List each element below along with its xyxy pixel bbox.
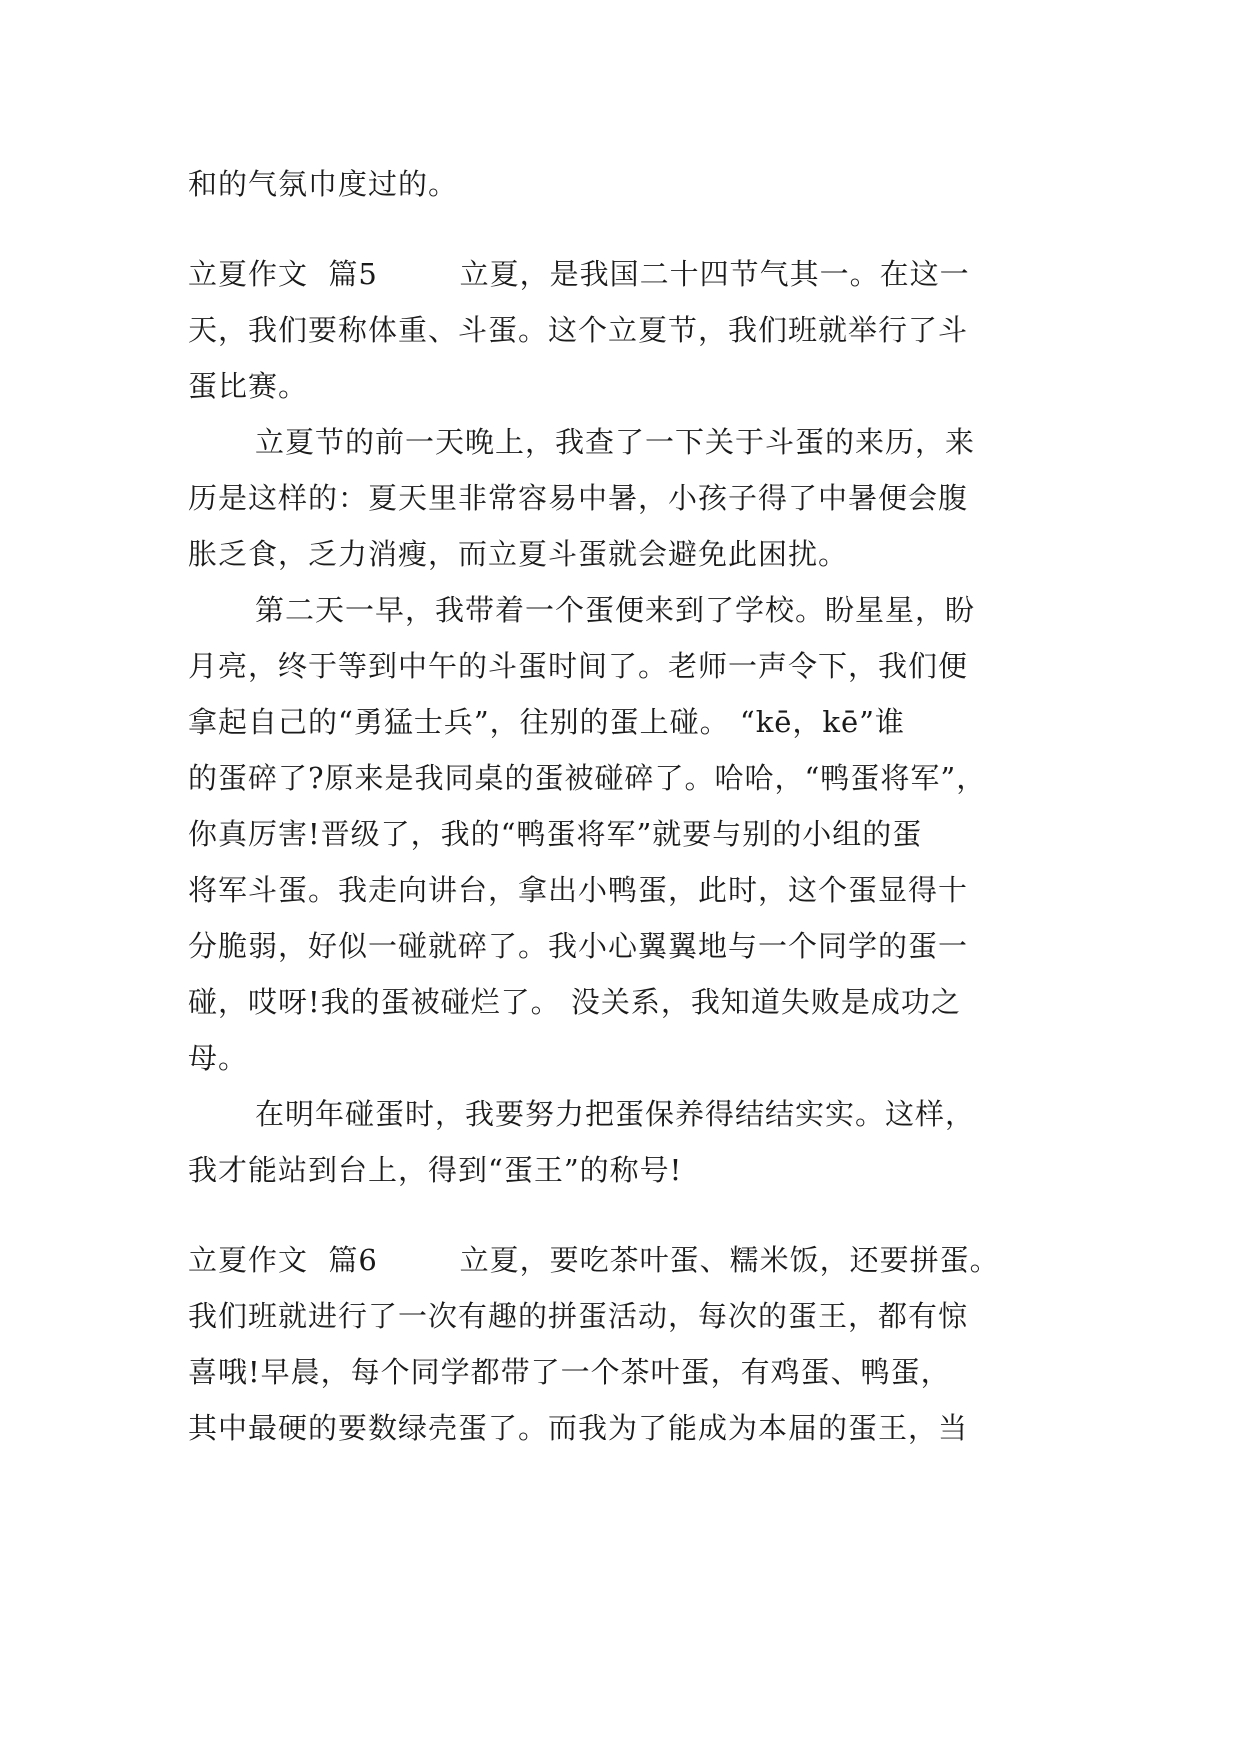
text-line: 胀乏食，乏力消瘦，而立夏斗蛋就会避免此困扰。 xyxy=(188,537,849,571)
text-line: 天，我们要称体重、斗蛋。这个立夏节，我们班就举行了斗 xyxy=(188,313,969,347)
section-heading-line: 立夏作文 篇5 立夏，是我国二十四节气其一。在这一 xyxy=(188,257,970,291)
text-line: 历是这样的：夏天里非常容易中暑，小孩子得了中暑便会腹 xyxy=(188,481,969,515)
paragraph-first-line: 立夏节的前一天晚上，我查了一下关于斗蛋的来历，来 xyxy=(255,425,976,459)
text-line: 其中最硬的要数绿壳蛋了。而我为了能成为本届的蛋王，当 xyxy=(188,1411,969,1445)
text-line: 我才能站到台上，得到“蛋王”的称号! xyxy=(188,1153,683,1187)
text-line: 我们班就进行了一次有趣的拼蛋活动，每次的蛋王，都有惊 xyxy=(188,1299,969,1333)
text-line: 和的气氛巾度过的。 xyxy=(188,167,459,201)
text-line: 你真厉害!晋级了，我的“鸭蛋将军”就要与别的小组的蛋 xyxy=(188,817,923,851)
text-line: 拿起自己的“勇猛士兵”，往别的蛋上碰。 “kē，kē”谁 xyxy=(188,705,905,739)
text-line: 的蛋碎了?原来是我同桌的蛋被碰碎了。哈哈，“鸭蛋将军”， xyxy=(188,761,987,795)
text-line: 月亮，终于等到中午的斗蛋时间了。老师一声令下，我们便 xyxy=(188,649,969,683)
text-line: 蛋比赛。 xyxy=(188,369,309,403)
text-line: 母。 xyxy=(188,1041,249,1075)
text-line: 喜哦!早晨，每个同学都带了一个茶叶蛋，有鸡蛋、鸭蛋， xyxy=(188,1355,951,1389)
text-line: 碰，哎呀!我的蛋被碰烂了。 没关系，我知道失败是成功之 xyxy=(188,985,961,1019)
text-line: 将军斗蛋。我走向讲台，拿出小鸭蛋，此时，这个蛋显得十 xyxy=(188,873,969,907)
paragraph-first-line: 第二天一早，我带着一个蛋便来到了学校。盼星星，盼 xyxy=(255,593,976,627)
paragraph-first-line: 在明年碰蛋时，我要努力把蛋保养得结结实实。这样， xyxy=(255,1097,976,1131)
text-line: 分脆弱，好似一碰就碎了。我小心翼翼地与一个同学的蛋一 xyxy=(188,929,969,963)
section-heading-line: 立夏作文 篇6 立夏，要吃茶叶蛋、糯米饭，还要拼蛋。 xyxy=(188,1243,1000,1277)
